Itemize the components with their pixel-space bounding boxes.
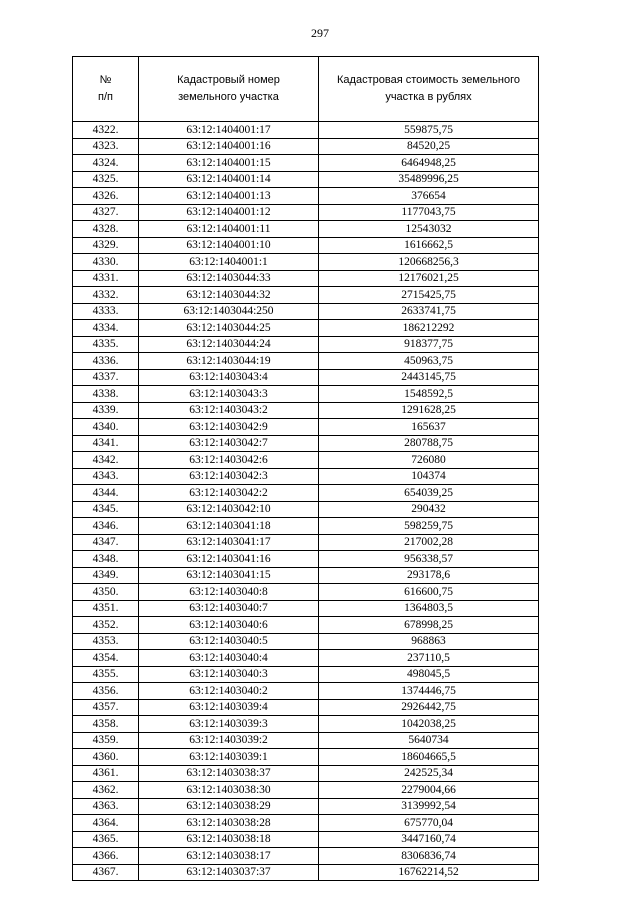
cadastral-number-cell: 63:12:1403040:2 [139, 683, 319, 700]
table-row [73, 782, 539, 799]
cadastral-value-cell: 280788,75 [319, 435, 539, 452]
cadastral-number-cell: 63:12:1403038:30 [139, 782, 319, 799]
cadastral-number-cell: 63:12:1404001:11 [139, 221, 319, 238]
table-header [73, 57, 539, 122]
row-number-cell: 4341. [73, 435, 139, 452]
table-row [73, 452, 539, 469]
cadastral-value-cell: 1177043,75 [319, 204, 539, 221]
table-row [73, 419, 539, 436]
cadastral-number-cell: 63:12:1403038:18 [139, 831, 319, 848]
table-row [73, 765, 539, 782]
header-line: земельного участка [178, 91, 279, 103]
row-number-cell: 4346. [73, 518, 139, 535]
cadastral-value-cell: 1042038,25 [319, 716, 539, 733]
row-number-cell: 4345. [73, 501, 139, 518]
row-number-cell: 4342. [73, 452, 139, 469]
cadastral-value-cell: 1548592,5 [319, 386, 539, 403]
cadastral-number-cell: 63:12:1404001:1 [139, 254, 319, 271]
row-number-cell: 4343. [73, 468, 139, 485]
cadastral-number-cell: 63:12:1403040:4 [139, 650, 319, 667]
row-number-cell: 4364. [73, 815, 139, 832]
cadastral-value-cell: 376654 [319, 188, 539, 205]
table-row [73, 435, 539, 452]
row-number-cell: 4323. [73, 138, 139, 155]
table-row [73, 848, 539, 865]
table-row [73, 518, 539, 535]
table-row [73, 171, 539, 188]
row-number-cell: 4338. [73, 386, 139, 403]
table-row [73, 369, 539, 386]
table-row [73, 534, 539, 551]
cadastral-number-cell: 63:12:1403039:3 [139, 716, 319, 733]
row-number-cell: 4322. [73, 122, 139, 139]
table-row [73, 468, 539, 485]
row-number-cell: 4351. [73, 600, 139, 617]
row-number-cell: 4339. [73, 402, 139, 419]
cadastral-value-cell: 1291628,25 [319, 402, 539, 419]
cadastral-number-cell: 63:12:1403039:2 [139, 732, 319, 749]
cadastral-number-cell: 63:12:1403041:15 [139, 567, 319, 584]
cadastral-value-cell: 2715425,75 [319, 287, 539, 304]
cadastral-value-cell: 84520,25 [319, 138, 539, 155]
cadastral-value-cell: 16762214,52 [319, 864, 539, 881]
cadastral-number-cell: 63:12:1404001:12 [139, 204, 319, 221]
cadastral-number-cell: 63:12:1403042:10 [139, 501, 319, 518]
cadastral-value-cell: 35489996,25 [319, 171, 539, 188]
row-number-cell: 4367. [73, 864, 139, 881]
cadastral-value-cell: 616600,75 [319, 584, 539, 601]
header-line: Кадастровая стоимость земельного [337, 74, 520, 86]
cadastral-number-cell: 63:12:1403041:16 [139, 551, 319, 568]
table-row [73, 551, 539, 568]
cadastral-number-cell: 63:12:1403037:37 [139, 864, 319, 881]
table-row [73, 749, 539, 766]
row-number-cell: 4352. [73, 617, 139, 634]
row-number-cell: 4350. [73, 584, 139, 601]
table-row [73, 584, 539, 601]
table-row [73, 221, 539, 238]
page-number: 297 [311, 26, 329, 40]
cadastral-value-cell: 3447160,74 [319, 831, 539, 848]
header-line: участка в рублях [385, 91, 472, 103]
cadastral-number-cell: 63:12:1403040:8 [139, 584, 319, 601]
row-number-cell: 4355. [73, 666, 139, 683]
row-number-cell: 4363. [73, 798, 139, 815]
cadastral-number-cell: 63:12:1403044:32 [139, 287, 319, 304]
row-number-cell: 4327. [73, 204, 139, 221]
row-number-cell: 4359. [73, 732, 139, 749]
table-body [73, 122, 539, 881]
cadastral-number-cell: 63:12:1403042:6 [139, 452, 319, 469]
table-row [73, 633, 539, 650]
row-number-cell: 4348. [73, 551, 139, 568]
cadastral-number-cell: 63:12:1403039:1 [139, 749, 319, 766]
row-number-cell: 4362. [73, 782, 139, 799]
cadastral-number-cell: 63:12:1403041:18 [139, 518, 319, 535]
row-number-cell: 4337. [73, 369, 139, 386]
cadastral-value-cell: 5640734 [319, 732, 539, 749]
cadastral-value-cell: 8306836,74 [319, 848, 539, 865]
cadastral-value-cell: 1616662,5 [319, 237, 539, 254]
cadastral-number-cell: 63:12:1403042:7 [139, 435, 319, 452]
cadastral-value-cell: 726080 [319, 452, 539, 469]
row-number-cell: 4353. [73, 633, 139, 650]
cadastral-number-cell: 63:12:1404001:16 [139, 138, 319, 155]
cadastral-number-cell: 63:12:1403041:17 [139, 534, 319, 551]
cadastral-number-cell: 63:12:1404001:10 [139, 237, 319, 254]
table-row [73, 254, 539, 271]
cadastral-value-cell: 598259,75 [319, 518, 539, 535]
table-row [73, 716, 539, 733]
cadastral-number-cell: 63:12:1403044:33 [139, 270, 319, 287]
header-cadastral-number [139, 57, 319, 122]
cadastral-number-cell: 63:12:1403040:6 [139, 617, 319, 634]
cadastral-value-cell: 678998,25 [319, 617, 539, 634]
row-number-cell: 4356. [73, 683, 139, 700]
cadastral-number-cell: 63:12:1403043:4 [139, 369, 319, 386]
cadastral-value-cell: 290432 [319, 501, 539, 518]
cadastral-value-cell: 165637 [319, 419, 539, 436]
cadastral-number-cell: 63:12:1403042:2 [139, 485, 319, 502]
cadastral-number-cell: 63:12:1403044:24 [139, 336, 319, 353]
cadastral-value-cell: 104374 [319, 468, 539, 485]
cadastral-number-cell: 63:12:1403040:3 [139, 666, 319, 683]
cadastral-value-cell: 956338,57 [319, 551, 539, 568]
table-row [73, 155, 539, 172]
table-row [73, 699, 539, 716]
cadastral-number-cell: 63:12:1403043:2 [139, 402, 319, 419]
header-cadastral-value [319, 57, 539, 122]
row-number-cell: 4328. [73, 221, 139, 238]
cadastral-number-cell: 63:12:1403038:29 [139, 798, 319, 815]
cadastral-value-cell: 498045,5 [319, 666, 539, 683]
cadastral-number-cell: 63:12:1403042:3 [139, 468, 319, 485]
cadastral-number-cell: 63:12:1404001:17 [139, 122, 319, 139]
row-number-cell: 4349. [73, 567, 139, 584]
cadastral-number-cell: 63:12:1403038:37 [139, 765, 319, 782]
table-row [73, 567, 539, 584]
cadastral-value-cell: 120668256,3 [319, 254, 539, 271]
cadastral-value-cell: 1374446,75 [319, 683, 539, 700]
row-number-cell: 4335. [73, 336, 139, 353]
table-row [73, 831, 539, 848]
row-number-cell: 4324. [73, 155, 139, 172]
row-number-cell: 4326. [73, 188, 139, 205]
header-row [73, 57, 539, 122]
row-number-cell: 4360. [73, 749, 139, 766]
cadastral-value-cell: 12543032 [319, 221, 539, 238]
row-number-cell: 4358. [73, 716, 139, 733]
table-row [73, 732, 539, 749]
header-line: № [99, 74, 112, 86]
cadastral-number-cell: 63:12:1403044:19 [139, 353, 319, 370]
cadastral-value-cell: 559875,75 [319, 122, 539, 139]
table-row [73, 650, 539, 667]
table-row [73, 501, 539, 518]
cadastral-value-cell: 968863 [319, 633, 539, 650]
row-number-cell: 4357. [73, 699, 139, 716]
table-row [73, 270, 539, 287]
cadastral-value-cell: 2443145,75 [319, 369, 539, 386]
table-row [73, 864, 539, 881]
table-row [73, 122, 539, 139]
table-row [73, 237, 539, 254]
cadastral-number-cell: 63:12:1403040:7 [139, 600, 319, 617]
cadastral-value-cell: 450963,75 [319, 353, 539, 370]
cadastral-number-cell: 63:12:1403039:4 [139, 699, 319, 716]
table-row [73, 303, 539, 320]
row-number-cell: 4331. [73, 270, 139, 287]
table-row [73, 617, 539, 634]
cadastral-value-cell: 2279004,66 [319, 782, 539, 799]
cadastral-number-cell: 63:12:1403038:17 [139, 848, 319, 865]
table-row [73, 798, 539, 815]
table-row [73, 386, 539, 403]
cadastral-number-cell: 63:12:1404001:14 [139, 171, 319, 188]
row-number-cell: 4329. [73, 237, 139, 254]
cadastral-value-cell: 293178,6 [319, 567, 539, 584]
row-number-cell: 4334. [73, 320, 139, 337]
cadastral-number-cell: 63:12:1403043:3 [139, 386, 319, 403]
row-number-cell: 4366. [73, 848, 139, 865]
row-number-cell: 4365. [73, 831, 139, 848]
cadastral-value-cell: 1364803,5 [319, 600, 539, 617]
header-row-number [73, 57, 139, 122]
row-number-cell: 4332. [73, 287, 139, 304]
row-number-cell: 4336. [73, 353, 139, 370]
cadastral-number-cell: 63:12:1403038:28 [139, 815, 319, 832]
table-row [73, 666, 539, 683]
cadastral-value-cell: 918377,75 [319, 336, 539, 353]
row-number-cell: 4325. [73, 171, 139, 188]
cadastral-value-cell: 242525,34 [319, 765, 539, 782]
header-line: п/п [98, 91, 113, 103]
cadastral-number-cell: 63:12:1403042:9 [139, 419, 319, 436]
cadastral-value-cell: 12176021,25 [319, 270, 539, 287]
row-number-cell: 4340. [73, 419, 139, 436]
cadastral-value-cell: 217002,28 [319, 534, 539, 551]
cadastral-value-cell: 675770,04 [319, 815, 539, 832]
cadastral-number-cell: 63:12:1403044:250 [139, 303, 319, 320]
cadastral-value-cell: 6464948,25 [319, 155, 539, 172]
cadastral-value-cell: 3139992,54 [319, 798, 539, 815]
table-row [73, 188, 539, 205]
table-row [73, 138, 539, 155]
table-row [73, 320, 539, 337]
table-row [73, 353, 539, 370]
cadastral-value-cell: 186212292 [319, 320, 539, 337]
cadastral-value-cell: 654039,25 [319, 485, 539, 502]
cadastral-number-cell: 63:12:1403040:5 [139, 633, 319, 650]
table-row [73, 287, 539, 304]
table-row [73, 600, 539, 617]
row-number-cell: 4330. [73, 254, 139, 271]
cadastral-value-cell: 2926442,75 [319, 699, 539, 716]
row-number-cell: 4354. [73, 650, 139, 667]
header-line: Кадастровый номер [177, 74, 280, 86]
cadastral-value-cell: 237110,5 [319, 650, 539, 667]
table-row [73, 815, 539, 832]
table-row [73, 204, 539, 221]
table-row [73, 683, 539, 700]
cadastral-number-cell: 63:12:1403044:25 [139, 320, 319, 337]
row-number-cell: 4361. [73, 765, 139, 782]
row-number-cell: 4333. [73, 303, 139, 320]
cadastral-number-cell: 63:12:1404001:15 [139, 155, 319, 172]
table-row [73, 402, 539, 419]
cadastral-value-cell: 18604665,5 [319, 749, 539, 766]
row-number-cell: 4347. [73, 534, 139, 551]
cadastral-number-cell: 63:12:1404001:13 [139, 188, 319, 205]
table-row [73, 336, 539, 353]
row-number-cell: 4344. [73, 485, 139, 502]
table-row [73, 485, 539, 502]
cadastral-value-table [72, 56, 539, 881]
cadastral-value-cell: 2633741,75 [319, 303, 539, 320]
